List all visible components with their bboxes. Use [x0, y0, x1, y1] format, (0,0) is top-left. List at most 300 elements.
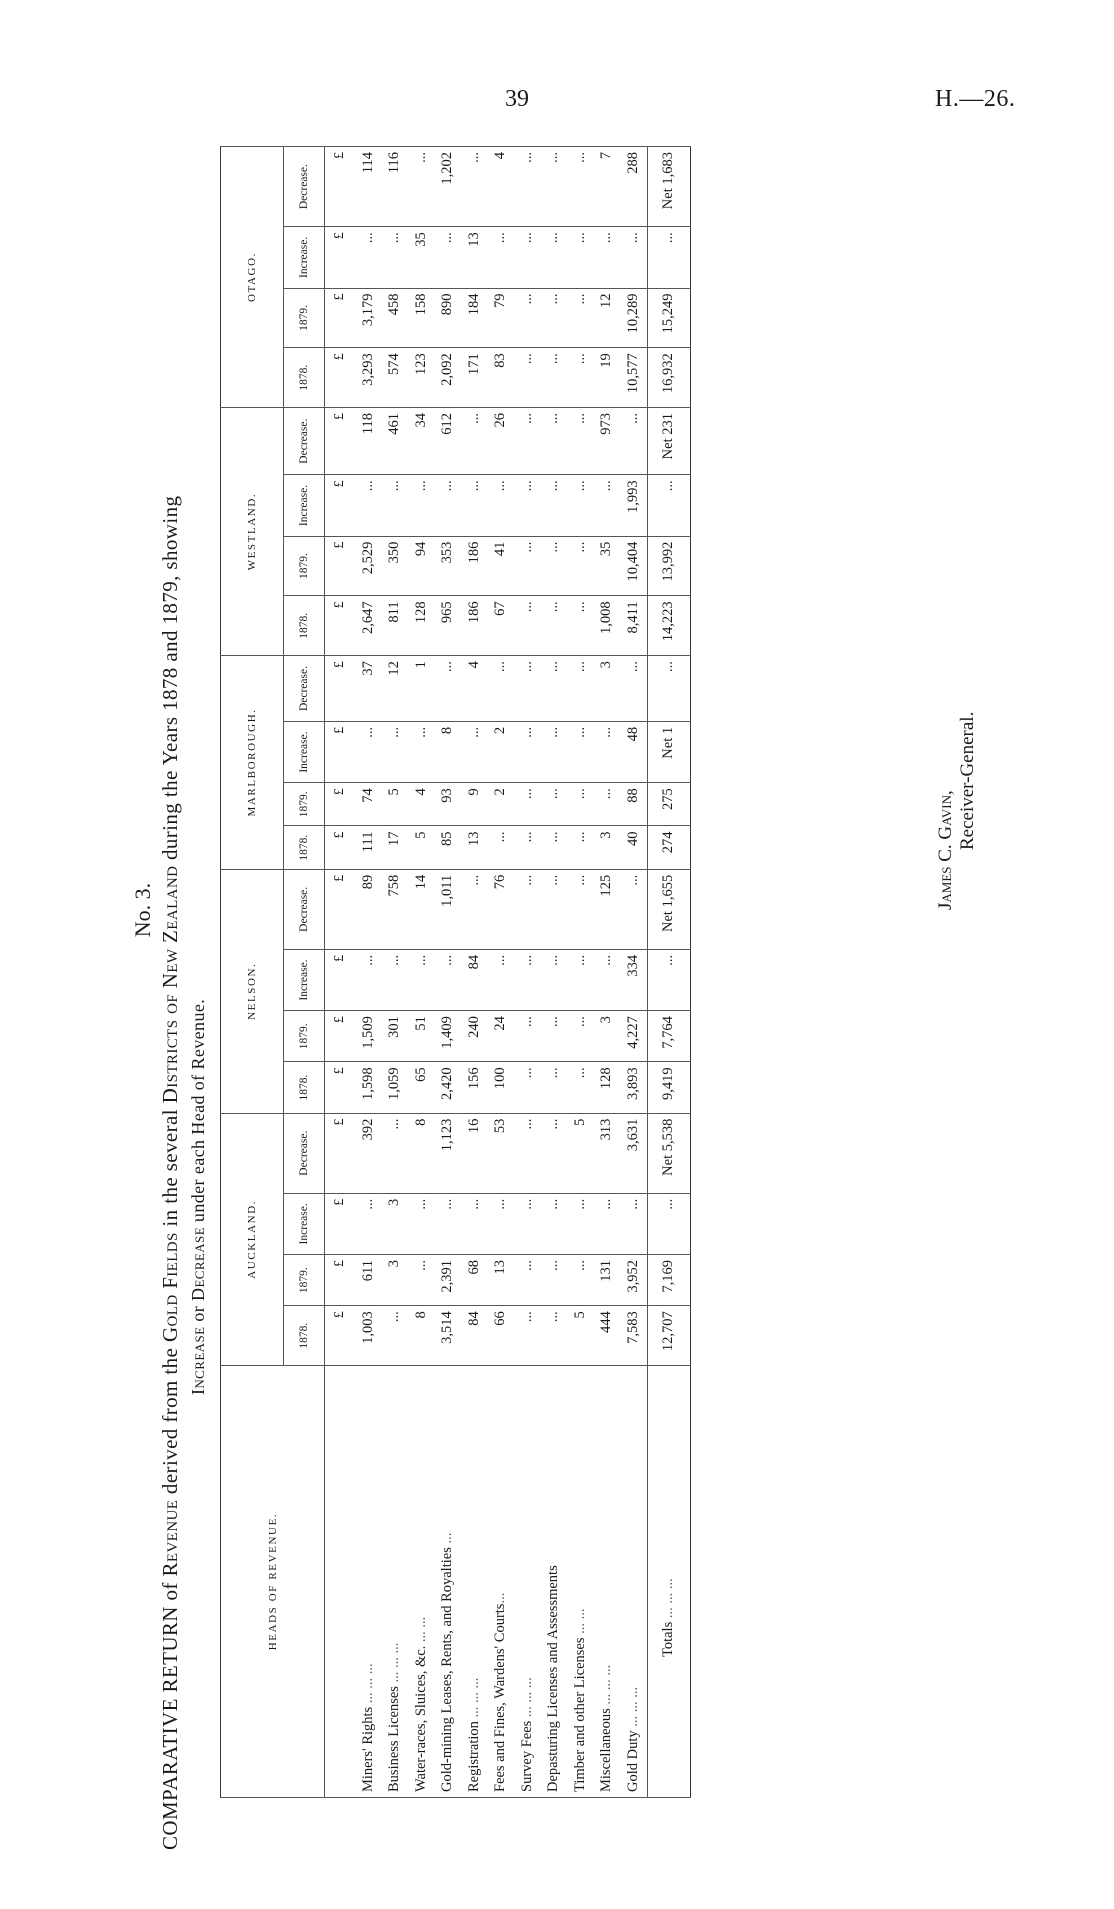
table-title-line1 — [158, 130, 183, 1850]
pound-row-blank — [325, 1366, 356, 1798]
title-part: in the several — [158, 1109, 182, 1227]
value-cell: ... — [541, 869, 568, 949]
revenue-head-label: Water-races, Sluices, &c. — [412, 1645, 429, 1792]
pound-sign-row — [325, 147, 356, 1798]
sub-header-1879: 1879. — [284, 1011, 325, 1062]
value-cell: 4 — [488, 147, 515, 227]
value-cell: ... — [541, 783, 568, 826]
value-cell: 41 — [488, 536, 515, 596]
value-cell: 13 — [461, 826, 488, 869]
value-cell: 9 — [461, 783, 488, 826]
value-cell: 1,993 — [620, 475, 647, 536]
value-cell: ... — [567, 783, 594, 826]
value-cell: ... — [488, 949, 515, 1010]
title-part: COMPARATIVE RETURN of — [158, 1582, 182, 1850]
value-cell: ... — [408, 475, 435, 536]
sub-header-increase: Increase. — [284, 227, 325, 288]
sub-header-1878: 1878. — [284, 596, 325, 656]
revenue-head-cell — [594, 1366, 621, 1798]
value-cell: ... — [514, 1306, 541, 1366]
revenue-head-label: Registration — [465, 1721, 482, 1792]
value-cell: 8 — [408, 1113, 435, 1193]
value-cell: ... — [408, 721, 435, 782]
value-cell: ... — [382, 949, 409, 1010]
value-cell: ... — [435, 949, 462, 1010]
value-cell: ... — [461, 408, 488, 475]
value-cell: ... — [461, 1193, 488, 1254]
value-cell: ... — [514, 147, 541, 227]
value-cell: 2,647 — [355, 596, 382, 656]
value-cell: ... — [594, 475, 621, 536]
value-cell: 123 — [408, 348, 435, 408]
total-value-cell: ... — [647, 949, 690, 1010]
revenue-head-label: Business Licenses — [386, 1686, 403, 1792]
value-cell: ... — [408, 147, 435, 227]
value-cell: 3 — [594, 1011, 621, 1062]
leader-dots: ... ... ... — [624, 1686, 641, 1731]
table-row — [567, 147, 594, 1798]
value-cell: 3 — [382, 1255, 409, 1306]
value-cell: 811 — [382, 596, 409, 656]
value-cell: 14 — [408, 869, 435, 949]
value-cell: ... — [488, 1193, 515, 1254]
value-cell: ... — [567, 596, 594, 656]
value-cell: ... — [408, 1255, 435, 1306]
value-cell: ... — [541, 408, 568, 475]
table-row — [541, 147, 568, 1798]
sub-header-increase: Increase. — [284, 949, 325, 1010]
value-cell: 2 — [488, 783, 515, 826]
value-cell: 444 — [594, 1306, 621, 1366]
value-cell: ... — [355, 1193, 382, 1254]
district-header-marlborough: MARLBOROUGH. — [221, 656, 284, 870]
value-cell: 131 — [594, 1255, 621, 1306]
heads-of-revenue-header: HEADS OF REVENUE. — [221, 1366, 325, 1798]
value-cell: ... — [541, 826, 568, 869]
value-cell: 3,952 — [620, 1255, 647, 1306]
leader-dots: ... ... ... — [386, 1642, 403, 1687]
sub-header-increase: Increase. — [284, 721, 325, 782]
value-cell: ... — [541, 288, 568, 348]
total-value-cell: Net 1 — [647, 721, 690, 782]
title-part: under each Head of Revenue. — [188, 998, 208, 1223]
value-cell: ... — [567, 1062, 594, 1113]
total-value-cell: Net 231 — [647, 408, 690, 475]
revenue-head-cell — [488, 1366, 515, 1798]
value-cell: 7 — [594, 147, 621, 227]
title-part: Increase — [188, 1326, 208, 1395]
value-cell: ... — [567, 949, 594, 1010]
value-cell: ... — [514, 783, 541, 826]
value-cell: 2 — [488, 721, 515, 782]
value-cell: 334 — [620, 949, 647, 1010]
pound-sign: £ — [325, 1193, 356, 1254]
value-cell: ... — [514, 596, 541, 656]
value-cell: 12 — [382, 656, 409, 722]
value-cell: 84 — [461, 949, 488, 1010]
value-cell: 3,179 — [355, 288, 382, 348]
value-cell: 3,893 — [620, 1062, 647, 1113]
sub-header-1878: 1878. — [284, 348, 325, 408]
value-cell: 125 — [594, 869, 621, 949]
table-number: No. 3. — [130, 882, 155, 938]
value-cell: ... — [541, 656, 568, 722]
value-cell: ... — [514, 1255, 541, 1306]
value-cell: 1,123 — [435, 1113, 462, 1193]
value-cell: 4 — [461, 656, 488, 722]
table-row — [488, 147, 515, 1798]
value-cell: 612 — [435, 408, 462, 475]
value-cell: 158 — [408, 288, 435, 348]
value-cell: ... — [514, 1062, 541, 1113]
value-cell: ... — [408, 949, 435, 1010]
value-cell: 1 — [408, 656, 435, 722]
pound-sign: £ — [325, 949, 356, 1010]
value-cell: ... — [541, 475, 568, 536]
value-cell: 3 — [594, 826, 621, 869]
value-cell: 184 — [461, 288, 488, 348]
leader-dots: ... ... — [571, 1608, 588, 1638]
value-cell: 2,092 — [435, 348, 462, 408]
sub-header-increase: Increase. — [284, 475, 325, 536]
value-cell: ... — [488, 475, 515, 536]
value-cell: ... — [567, 147, 594, 227]
value-cell: 458 — [382, 288, 409, 348]
value-cell: 965 — [435, 596, 462, 656]
revenue-head-cell — [435, 1366, 462, 1798]
value-cell: 350 — [382, 536, 409, 596]
document-reference: H.—26. — [935, 86, 1016, 112]
value-cell: 76 — [488, 869, 515, 949]
table-row — [435, 147, 462, 1798]
value-cell: ... — [461, 869, 488, 949]
table-row — [514, 147, 541, 1798]
value-cell: ... — [488, 227, 515, 288]
value-cell: 100 — [488, 1062, 515, 1113]
value-cell: ... — [461, 147, 488, 227]
revenue-head-cell — [514, 1366, 541, 1798]
pound-sign: £ — [325, 408, 356, 475]
revenue-head-label: Gold Duty — [624, 1730, 641, 1792]
rotated-landscape-content — [130, 130, 990, 1850]
value-cell: ... — [567, 227, 594, 288]
value-cell: 7,583 — [620, 1306, 647, 1366]
title-part: Revenue — [158, 1499, 182, 1577]
value-cell: 5 — [408, 826, 435, 869]
value-cell: ... — [594, 1193, 621, 1254]
revenue-head-label: Miners' Rights — [359, 1706, 376, 1792]
leader-dots: ... ... ... — [598, 1664, 615, 1709]
value-cell: ... — [541, 596, 568, 656]
value-cell: ... — [435, 227, 462, 288]
value-cell: 3,514 — [435, 1306, 462, 1366]
value-cell: ... — [514, 348, 541, 408]
value-cell: ... — [567, 656, 594, 722]
value-cell: ... — [461, 475, 488, 536]
value-cell: ... — [408, 1193, 435, 1254]
title-part: Decrease — [188, 1226, 208, 1301]
sub-header-decrease: Decrease. — [284, 869, 325, 949]
value-cell: ... — [567, 721, 594, 782]
value-cell: ... — [594, 949, 621, 1010]
value-cell: 10,404 — [620, 536, 647, 596]
value-cell: ... — [567, 869, 594, 949]
value-cell: 34 — [408, 408, 435, 475]
pound-sign: £ — [325, 348, 356, 408]
value-cell: 89 — [355, 869, 382, 949]
title-part: derived from the — [158, 1347, 182, 1495]
value-cell: 156 — [461, 1062, 488, 1113]
value-cell: 3,631 — [620, 1113, 647, 1193]
value-cell: 5 — [567, 1306, 594, 1366]
leader-dots: ... ... — [412, 1616, 429, 1646]
value-cell: 353 — [435, 536, 462, 596]
sub-header-1878: 1878. — [284, 1062, 325, 1113]
value-cell: 53 — [488, 1113, 515, 1193]
title-part: Gold Fields — [158, 1232, 182, 1343]
value-cell: 1,509 — [355, 1011, 382, 1062]
table-row — [594, 147, 621, 1798]
value-cell: ... — [514, 1193, 541, 1254]
revenue-head-cell — [408, 1366, 435, 1798]
pound-sign: £ — [325, 826, 356, 869]
value-cell: ... — [355, 949, 382, 1010]
value-cell: 12 — [594, 288, 621, 348]
value-cell: ... — [514, 408, 541, 475]
value-cell: 890 — [435, 288, 462, 348]
value-cell: ... — [514, 227, 541, 288]
value-cell: 16 — [461, 1113, 488, 1193]
pound-sign: £ — [325, 596, 356, 656]
total-value-cell: ... — [647, 227, 690, 288]
value-cell: 288 — [620, 147, 647, 227]
value-cell: ... — [620, 1193, 647, 1254]
signatory-title: Receiver-General. — [957, 711, 978, 850]
pound-sign: £ — [325, 869, 356, 949]
value-cell: ... — [435, 656, 462, 722]
value-cell: 85 — [435, 826, 462, 869]
value-cell: 2,420 — [435, 1062, 462, 1113]
value-cell: 116 — [382, 147, 409, 227]
value-cell: ... — [514, 869, 541, 949]
total-value-cell: 13,992 — [647, 536, 690, 596]
leader-dots: ... ... ... — [465, 1677, 482, 1722]
value-cell: 111 — [355, 826, 382, 869]
total-value-cell: Net 5,538 — [647, 1113, 690, 1193]
total-value-cell: 7,169 — [647, 1255, 690, 1306]
total-value-cell: 15,249 — [647, 288, 690, 348]
value-cell: ... — [541, 147, 568, 227]
value-cell: 68 — [461, 1255, 488, 1306]
value-cell: ... — [541, 949, 568, 1010]
sub-header-1879: 1879. — [284, 288, 325, 348]
value-cell: ... — [435, 1193, 462, 1254]
value-cell: 574 — [382, 348, 409, 408]
pound-sign: £ — [325, 1306, 356, 1366]
value-cell: ... — [541, 1306, 568, 1366]
sub-header-increase: Increase. — [284, 1193, 325, 1254]
table-row — [382, 147, 409, 1798]
value-cell: 13 — [461, 227, 488, 288]
value-cell: 8,411 — [620, 596, 647, 656]
value-cell: 4 — [408, 783, 435, 826]
value-cell: ... — [355, 721, 382, 782]
value-cell: ... — [514, 949, 541, 1010]
total-value-cell: 275 — [647, 783, 690, 826]
table-row — [408, 147, 435, 1798]
value-cell: ... — [567, 1255, 594, 1306]
value-cell: 3 — [594, 656, 621, 722]
leader-dots: ... ... ... — [660, 1578, 676, 1622]
value-cell: ... — [514, 1011, 541, 1062]
value-cell: 84 — [461, 1306, 488, 1366]
value-cell: 301 — [382, 1011, 409, 1062]
value-cell: ... — [541, 1062, 568, 1113]
district-header-nelson: NELSON. — [221, 869, 284, 1113]
value-cell: 758 — [382, 869, 409, 949]
value-cell: ... — [567, 536, 594, 596]
sub-header-decrease: Decrease. — [284, 656, 325, 722]
value-cell: 93 — [435, 783, 462, 826]
leader-dots: ... — [439, 1532, 456, 1548]
leader-dots: ... ... ... — [518, 1677, 535, 1721]
total-value-cell: 7,764 — [647, 1011, 690, 1062]
sub-header-1879: 1879. — [284, 783, 325, 826]
table-row — [355, 147, 382, 1798]
value-cell: 4,227 — [620, 1011, 647, 1062]
pound-sign: £ — [325, 1113, 356, 1193]
value-cell: ... — [382, 1306, 409, 1366]
value-cell: 1,059 — [382, 1062, 409, 1113]
revenue-head-label: Gold-mining Leases, Rents, and Royalties — [439, 1547, 456, 1792]
sub-header-1878: 1878. — [284, 1306, 325, 1366]
total-value-cell: ... — [647, 656, 690, 722]
value-cell: 3,293 — [355, 348, 382, 408]
value-cell: ... — [567, 348, 594, 408]
district-header-westland: WESTLAND. — [221, 408, 284, 656]
value-cell: ... — [541, 1011, 568, 1062]
value-cell: 5 — [382, 783, 409, 826]
value-cell: 1,011 — [435, 869, 462, 949]
pound-sign: £ — [325, 656, 356, 722]
total-value-cell: 14,223 — [647, 596, 690, 656]
value-cell: ... — [435, 475, 462, 536]
district-header-auckland: AUCKLAND. — [221, 1113, 284, 1365]
value-cell: ... — [514, 1113, 541, 1193]
total-value-cell: Net 1,683 — [647, 147, 690, 227]
value-cell: ... — [620, 656, 647, 722]
value-cell: ... — [541, 536, 568, 596]
value-cell: 3 — [382, 1193, 409, 1254]
value-cell: ... — [382, 475, 409, 536]
pound-sign: £ — [325, 1255, 356, 1306]
value-cell: 118 — [355, 408, 382, 475]
total-value-cell: 9,419 — [647, 1062, 690, 1113]
value-cell: 5 — [567, 1113, 594, 1193]
value-cell: ... — [567, 826, 594, 869]
value-cell: ... — [541, 227, 568, 288]
value-cell: 35 — [594, 536, 621, 596]
value-cell: 37 — [355, 656, 382, 722]
sub-header-1879: 1879. — [284, 536, 325, 596]
sub-header-decrease: Decrease. — [284, 147, 325, 227]
value-cell: 67 — [488, 596, 515, 656]
revenue-head-cell — [355, 1366, 382, 1798]
value-cell: 83 — [488, 348, 515, 408]
totals-row — [647, 147, 690, 1798]
value-cell: ... — [382, 227, 409, 288]
value-cell: 13 — [488, 1255, 515, 1306]
value-cell: 8 — [435, 721, 462, 782]
value-cell: 94 — [408, 536, 435, 596]
value-cell: 19 — [594, 348, 621, 408]
value-cell: 88 — [620, 783, 647, 826]
sub-header-1879: 1879. — [284, 1255, 325, 1306]
value-cell: ... — [567, 1011, 594, 1062]
value-cell: 26 — [488, 408, 515, 475]
value-cell: ... — [514, 288, 541, 348]
pound-sign: £ — [325, 475, 356, 536]
pound-sign: £ — [325, 227, 356, 288]
pound-sign: £ — [325, 147, 356, 227]
value-cell: ... — [514, 721, 541, 782]
value-cell: 65 — [408, 1062, 435, 1113]
value-cell: ... — [541, 1193, 568, 1254]
sub-header-decrease: Decrease. — [284, 408, 325, 475]
revenue-head-label: Survey Fees — [518, 1720, 535, 1792]
pound-sign: £ — [325, 1011, 356, 1062]
pound-sign: £ — [325, 536, 356, 596]
value-cell: ... — [567, 408, 594, 475]
revenue-head-label: Depasturing Licenses and Assessments — [545, 1565, 562, 1792]
value-cell: ... — [514, 826, 541, 869]
signature-block — [935, 712, 979, 910]
total-value-cell: ... — [647, 1193, 690, 1254]
value-cell: ... — [594, 721, 621, 782]
value-cell: ... — [594, 783, 621, 826]
revenue-head-cell — [620, 1366, 647, 1798]
value-cell: 461 — [382, 408, 409, 475]
value-cell: 10,577 — [620, 348, 647, 408]
revenue-head-label: Timber and other Licenses — [571, 1637, 588, 1792]
title-part: Districts of New Zealand — [158, 865, 182, 1104]
value-cell: 10,289 — [620, 288, 647, 348]
pound-sign: £ — [325, 288, 356, 348]
totals-label: Totals — [660, 1621, 676, 1657]
revenue-head-cell — [541, 1366, 568, 1798]
value-cell: 51 — [408, 1011, 435, 1062]
page-number: 39 — [505, 86, 529, 112]
value-cell: ... — [488, 826, 515, 869]
sub-header-1878: 1878. — [284, 826, 325, 869]
value-cell: 114 — [355, 147, 382, 227]
value-cell: 171 — [461, 348, 488, 408]
pound-sign: £ — [325, 721, 356, 782]
value-cell: ... — [620, 227, 647, 288]
district-header-otago: OTAGO. — [221, 147, 284, 408]
value-cell: 128 — [594, 1062, 621, 1113]
value-cell: ... — [541, 721, 568, 782]
value-cell: ... — [488, 656, 515, 722]
value-cell: 313 — [594, 1113, 621, 1193]
value-cell: ... — [620, 869, 647, 949]
value-cell: 240 — [461, 1011, 488, 1062]
value-cell: ... — [514, 475, 541, 536]
total-value-cell: ... — [647, 475, 690, 536]
value-cell: ... — [514, 656, 541, 722]
title-part: during the Years 1878 and 1879, showing — [158, 495, 182, 861]
value-cell: 186 — [461, 596, 488, 656]
